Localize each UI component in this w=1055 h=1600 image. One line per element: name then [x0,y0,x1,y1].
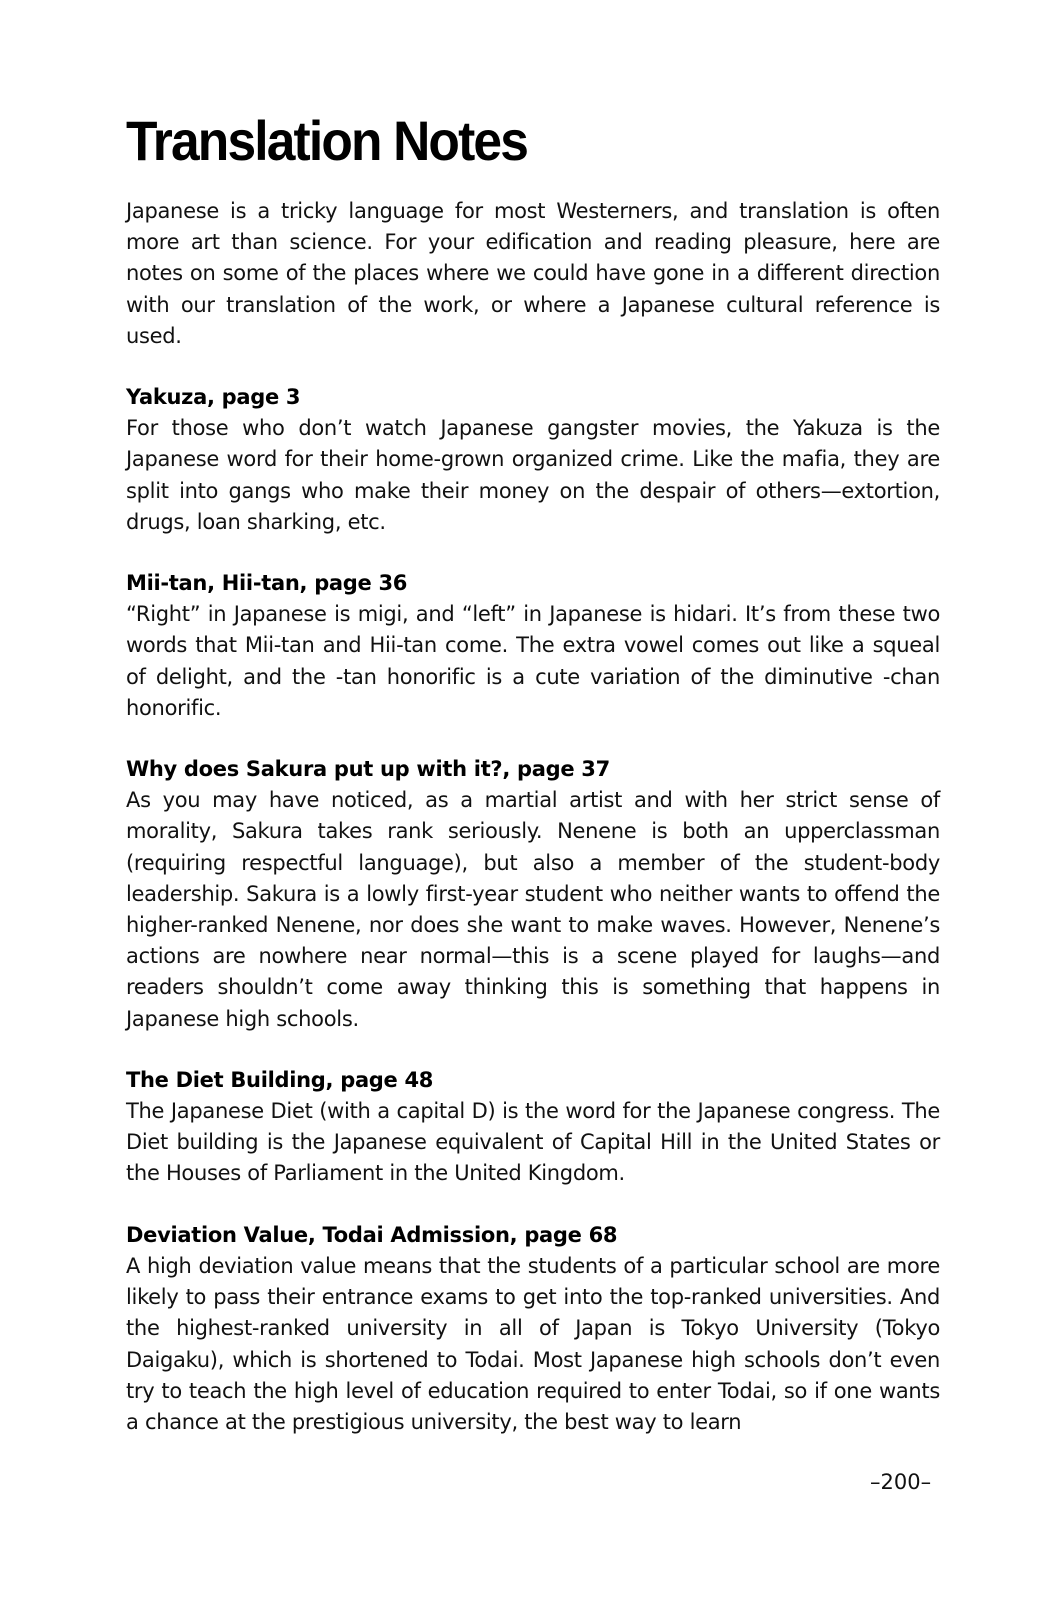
note-body: As you may have noticed, as a martial artist and with her strict sense of morality, Sakura takes rank seriously. Nenene is both an upperclassman (requiring respectful language), but also a member of the student-body leadership. Sakura is a lowly first-year student who neither wants to offend the higher-ranked Nenene, nor does she want to make waves. However, Nenene’s actions are nowhere near normal—this is a scene played for laughs—and readers shouldn’t come away thinking this is something that happens in Japanese high schools. [126,788,940,1031]
note-heading: Yakuza, page 3 [126,385,301,410]
note-heading: Deviation Value, Todai Admission, page 68 [126,1222,618,1247]
notes-content [126,196,940,1438]
note-body: For those who don’t watch Japanese gangster movies, the Yakuza is the Japanese word for their home-grown organized crime. Like the mafia, they are split into gangs who make their money on the despair of others—extortion, drugs, loan sharking, etc. [126,416,940,534]
note-heading: The Diet Building, page 48 [126,1067,434,1092]
note-section [126,754,940,1035]
note-body: A high deviation value means that the students of a particular school are more likely to pass their entrance exams to get into the top-ranked universities. And the highest-ranked university in all of Japan is Tokyo University (Tokyo Daigaku), which is shortened to Todai. Most Japanese high schools don’t even try to teach the high level of education required to enter Todai, so if one wants a chance at the prestigious university, the best way to learn [126,1253,940,1434]
note-section [126,382,940,538]
note-heading: Mii-tan, Hii-tan, page 36 [126,571,408,596]
note-heading: Why does Sakura put up with it?, page 37 [126,757,610,782]
page-title: Translation Notes [126,109,528,172]
intro-paragraph: Japanese is a tricky language for most Westerners, and translation is often more art than science. For your edification and reading pleasure, here are notes on some of the places where we could have gone in a different direction with our translation of the work, or where a Japanese cultural reference is used. [126,199,940,348]
note-body: The Japanese Diet (with a capital D) is the word for the Japanese congress. The Diet building is the Japanese equivalent of Capital Hill in the United States or the Houses of Parliament in the United Kingdom. [126,1099,940,1186]
note-body: “Right” in Japanese is migi, and “left” in Japanese is hidari. It’s from these two words that Mii-tan and Hii-tan come. The extra vowel comes out like a squeal of delight, and the -tan honorific is a cute variation of the diminutive -chan honorific. [126,602,940,720]
note-section [126,1220,940,1438]
note-section [126,1065,940,1190]
note-section [126,568,940,724]
page-number: –200– [870,1470,932,1494]
